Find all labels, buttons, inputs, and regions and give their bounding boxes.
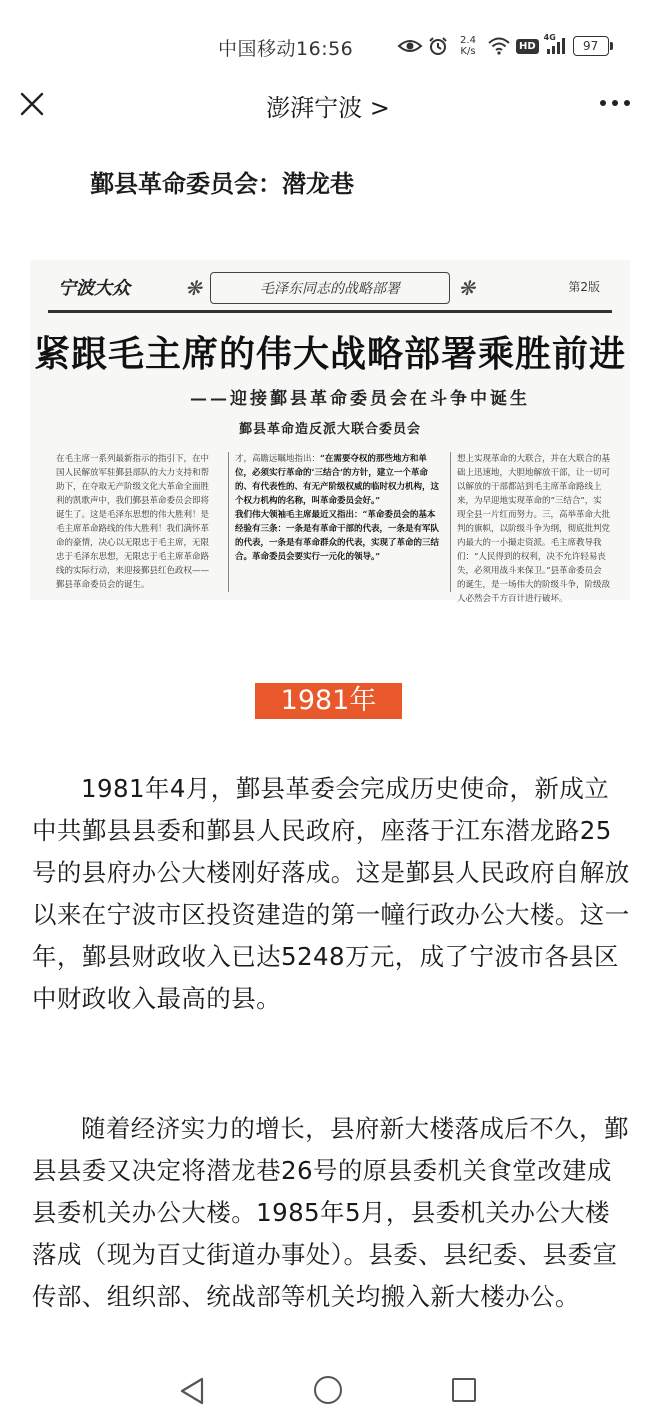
back-triangle-icon[interactable] xyxy=(178,1376,206,1410)
newspaper-column-1: 在毛主席一系列最新指示的指引下，在中国人民解放军驻鄞县部队的大力支持和帮助下，在夺取无产阶级文化大革命全面胜利的凯歌声中，我们鄞县革命委员会即将诞生了。这是毛泽东思想的伟大胜利！是毛主席革命路线的伟大胜利！我们满怀革命的豪情，决心以无限忠于毛主席，无限忠于毛泽东思想，无限忠于毛主席革命路线的实际行动，来迎接鄞县红色政权——鄞县革命委员会的诞生。 xyxy=(56,454,210,590)
newspaper-column-3: 想上实现革命的大联合，并在大联合的基础上迅速地，大胆地解放干部，让一切可以解放的干部都站到毛主席革命路线上来，为早迎地实现革命的“三结合”，实现全县一片红而努力。三，高举革命大批判的旗帜，以阶级斗争为纲，彻底批判党内最大的一小撮走资派。毛主席教导我们：“人民得到的权利，决不允许轻易丧失，必须用战斗来保卫。”县革命委员会的诞生，是一场伟大的阶级斗争，阶级敌人必然会千方百计进行破坏。 xyxy=(450,452,610,592)
carrier-name: 中国移动 xyxy=(218,38,297,60)
signal-icon xyxy=(543,33,567,55)
account-title[interactable]: 澎湃宁波 > xyxy=(266,94,390,122)
system-navigation-bar xyxy=(0,1364,656,1424)
net-speed-value: 2.4 xyxy=(460,35,476,46)
masthead-rule xyxy=(48,310,612,313)
more-icon[interactable] xyxy=(600,100,630,106)
article-paragraph: 随着经济实力的增长，县府新大楼落成后不久，鄞县县委又决定将潜龙巷26号的原县委机关食堂改建成县委机关办公大楼。1985年5月，县委机关办公大楼落成（现为百丈街道办事处）。县委、县纪委、县委宣传部、组织部、统战部等机关均搬入新大楼办公。 xyxy=(32,1114,629,1311)
net-speed xyxy=(454,35,482,57)
net-speed-unit: K/s xyxy=(460,46,476,57)
recents-square-icon[interactable] xyxy=(452,1378,476,1402)
wifi-icon xyxy=(488,37,510,55)
column-2-quote-2: 我们伟大领袖毛主席最近又指出：“革命委员会的基本经验有三条：一条是有革命干部的代表，一条是有军队的代表，一条是有革命群众的代表，实现了革命的三结合。革命委员会要实行一元化的领导。” xyxy=(235,510,440,562)
battery-level: 97 xyxy=(583,39,599,53)
clock-time: 16:56 xyxy=(296,38,354,60)
newspaper-headline: 紧跟毛主席的伟大战略部署乘胜前进 xyxy=(33,333,626,375)
home-circle-icon[interactable] xyxy=(314,1376,342,1404)
newspaper-masthead: 宁波大众 xyxy=(58,278,130,299)
status-bar xyxy=(0,0,656,72)
hd-badge: HD xyxy=(516,39,539,54)
status-icons xyxy=(398,28,609,64)
newspaper-subhead: ——迎接鄞县革命委员会在斗争中诞生 xyxy=(190,389,530,409)
alarm-icon xyxy=(428,36,448,56)
article-subtitle: 鄞县革命委员会：潜龙巷 xyxy=(90,170,354,198)
battery-icon xyxy=(573,36,609,56)
signal-label: 4G xyxy=(543,33,556,42)
column-2-quote: “在需要夺权的那些地方和单位，必须实行革命的‘三结合’的方针，建立一个革命的、有代表性的、有无产阶级权威的临时权力机构，这个权力机构的名称，叫革命委员会好。” xyxy=(235,454,440,506)
newspaper-scan-image xyxy=(30,260,630,604)
newspaper-byline: 鄞县革命造反派大联合委员会 xyxy=(238,422,421,437)
newspaper-motto: ❋ 毛泽东同志的战略部署 ❋ xyxy=(210,272,450,304)
column-2-lead: 才，高瞻远瞩地指出： xyxy=(235,454,321,464)
year-badge: 1981年 xyxy=(255,683,402,719)
newspaper-page-number: 第2版 xyxy=(568,280,600,294)
nav-bar xyxy=(0,72,656,136)
article-paragraph: 1981年4月，鄞县革委会完成历史使命，新成立中共鄞县县委和鄞县人民政府，座落于江东潜龙路25号的县府办公大楼刚好落成。这是鄞县人民政府自解放以来在宁波市区投资建造的第一幢行政办公大楼。这一年，鄞县财政收入已达5248万元，成了宁波市各县区中财政收入最高的县。 xyxy=(32,774,630,1013)
status-carrier-time xyxy=(218,34,353,61)
newspaper-column-2 xyxy=(228,452,440,592)
eye-icon xyxy=(398,38,422,54)
